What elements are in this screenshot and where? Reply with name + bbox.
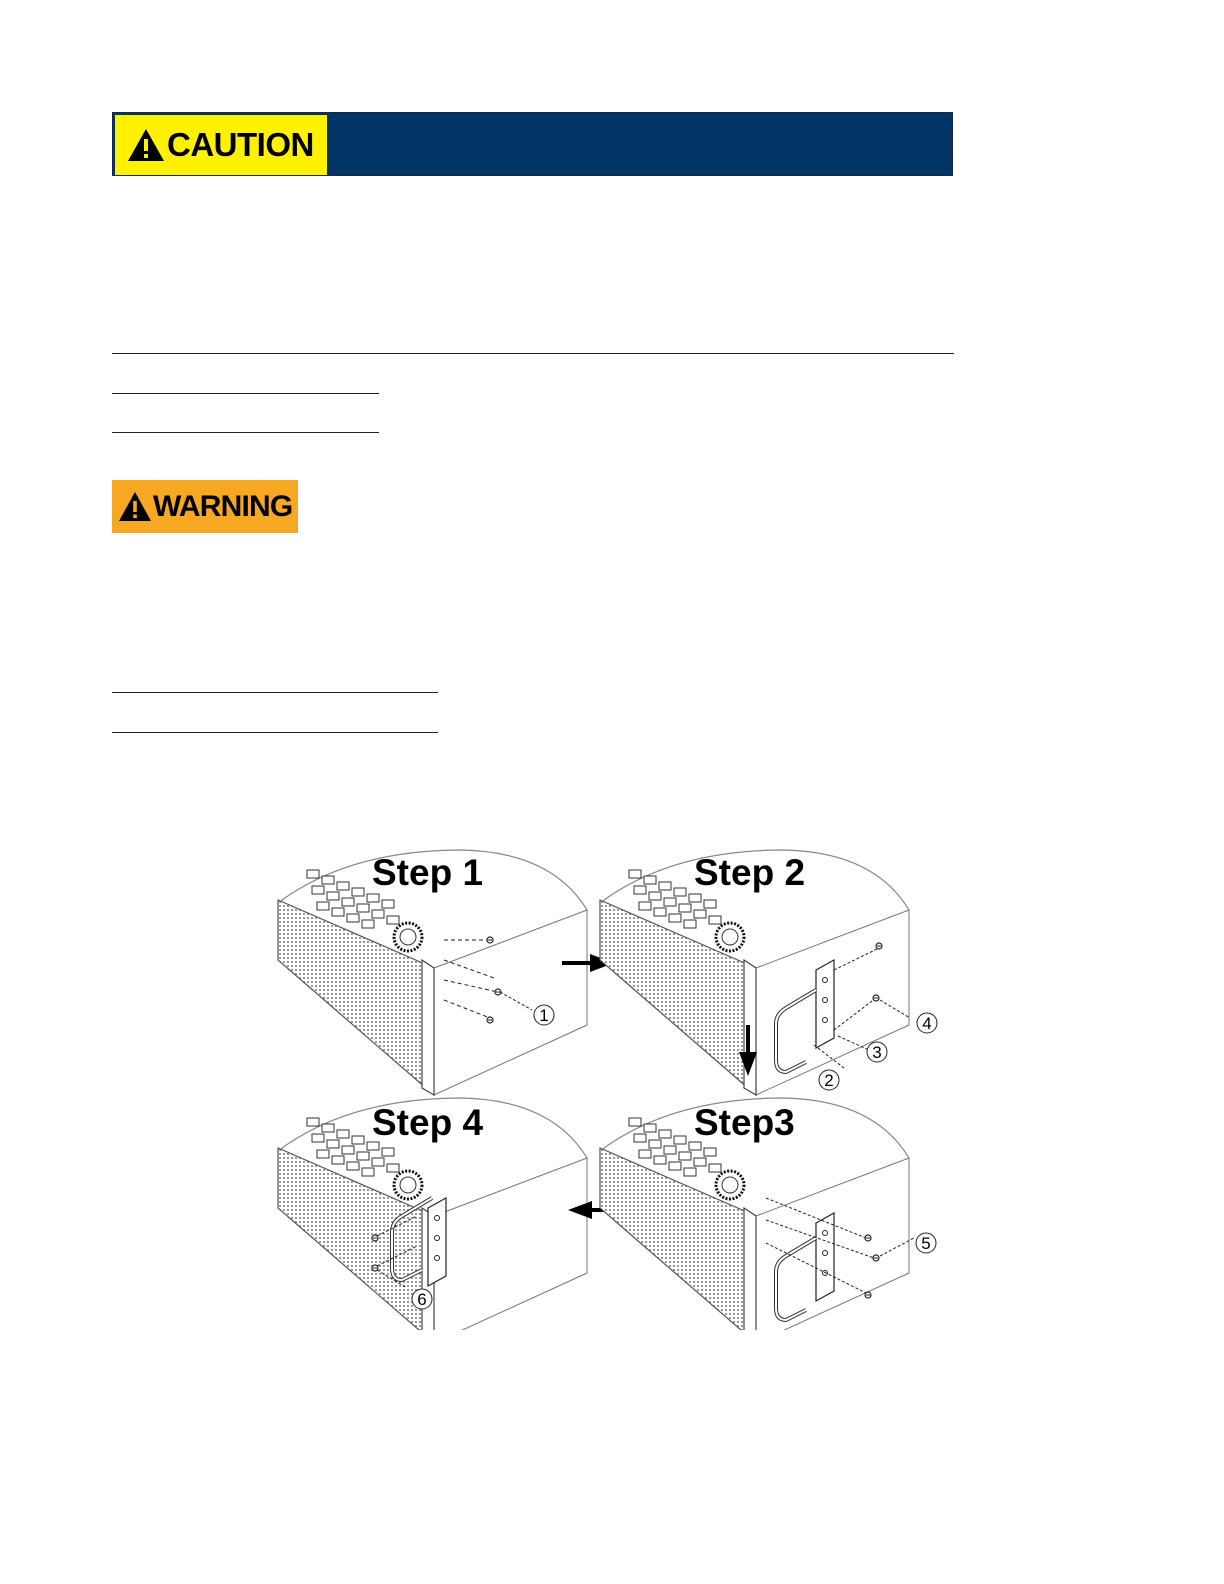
svg-text:6: 6	[417, 1290, 427, 1309]
callout-4	[917, 1013, 937, 1033]
caution-text: CAUTION	[167, 126, 314, 163]
rack-mount-diagram	[262, 840, 942, 1330]
step-1-title: Step 1	[372, 852, 484, 893]
svg-text:2: 2	[824, 1071, 834, 1090]
warning-text: WARNING	[153, 489, 293, 523]
callout-1	[534, 1005, 554, 1025]
callout-6	[412, 1289, 432, 1309]
step-4-title: Step 4	[372, 1102, 484, 1143]
callout-3	[867, 1042, 887, 1062]
step-3-title: Step3	[694, 1102, 795, 1143]
callout-2	[819, 1070, 839, 1090]
divider	[112, 393, 379, 394]
warning-triangle-icon	[127, 128, 165, 162]
warning-label	[112, 480, 298, 533]
svg-text:3: 3	[872, 1043, 882, 1062]
divider	[112, 432, 379, 433]
divider	[112, 353, 954, 354]
svg-text:4: 4	[922, 1014, 932, 1033]
divider	[112, 692, 438, 693]
divider	[112, 732, 438, 733]
callout-5	[916, 1233, 936, 1253]
step-2-title: Step 2	[694, 852, 806, 893]
svg-text:5: 5	[921, 1234, 931, 1253]
svg-text:1: 1	[539, 1006, 549, 1025]
warning-triangle-icon	[118, 491, 152, 522]
caution-banner	[112, 112, 953, 176]
caution-label	[115, 115, 327, 175]
